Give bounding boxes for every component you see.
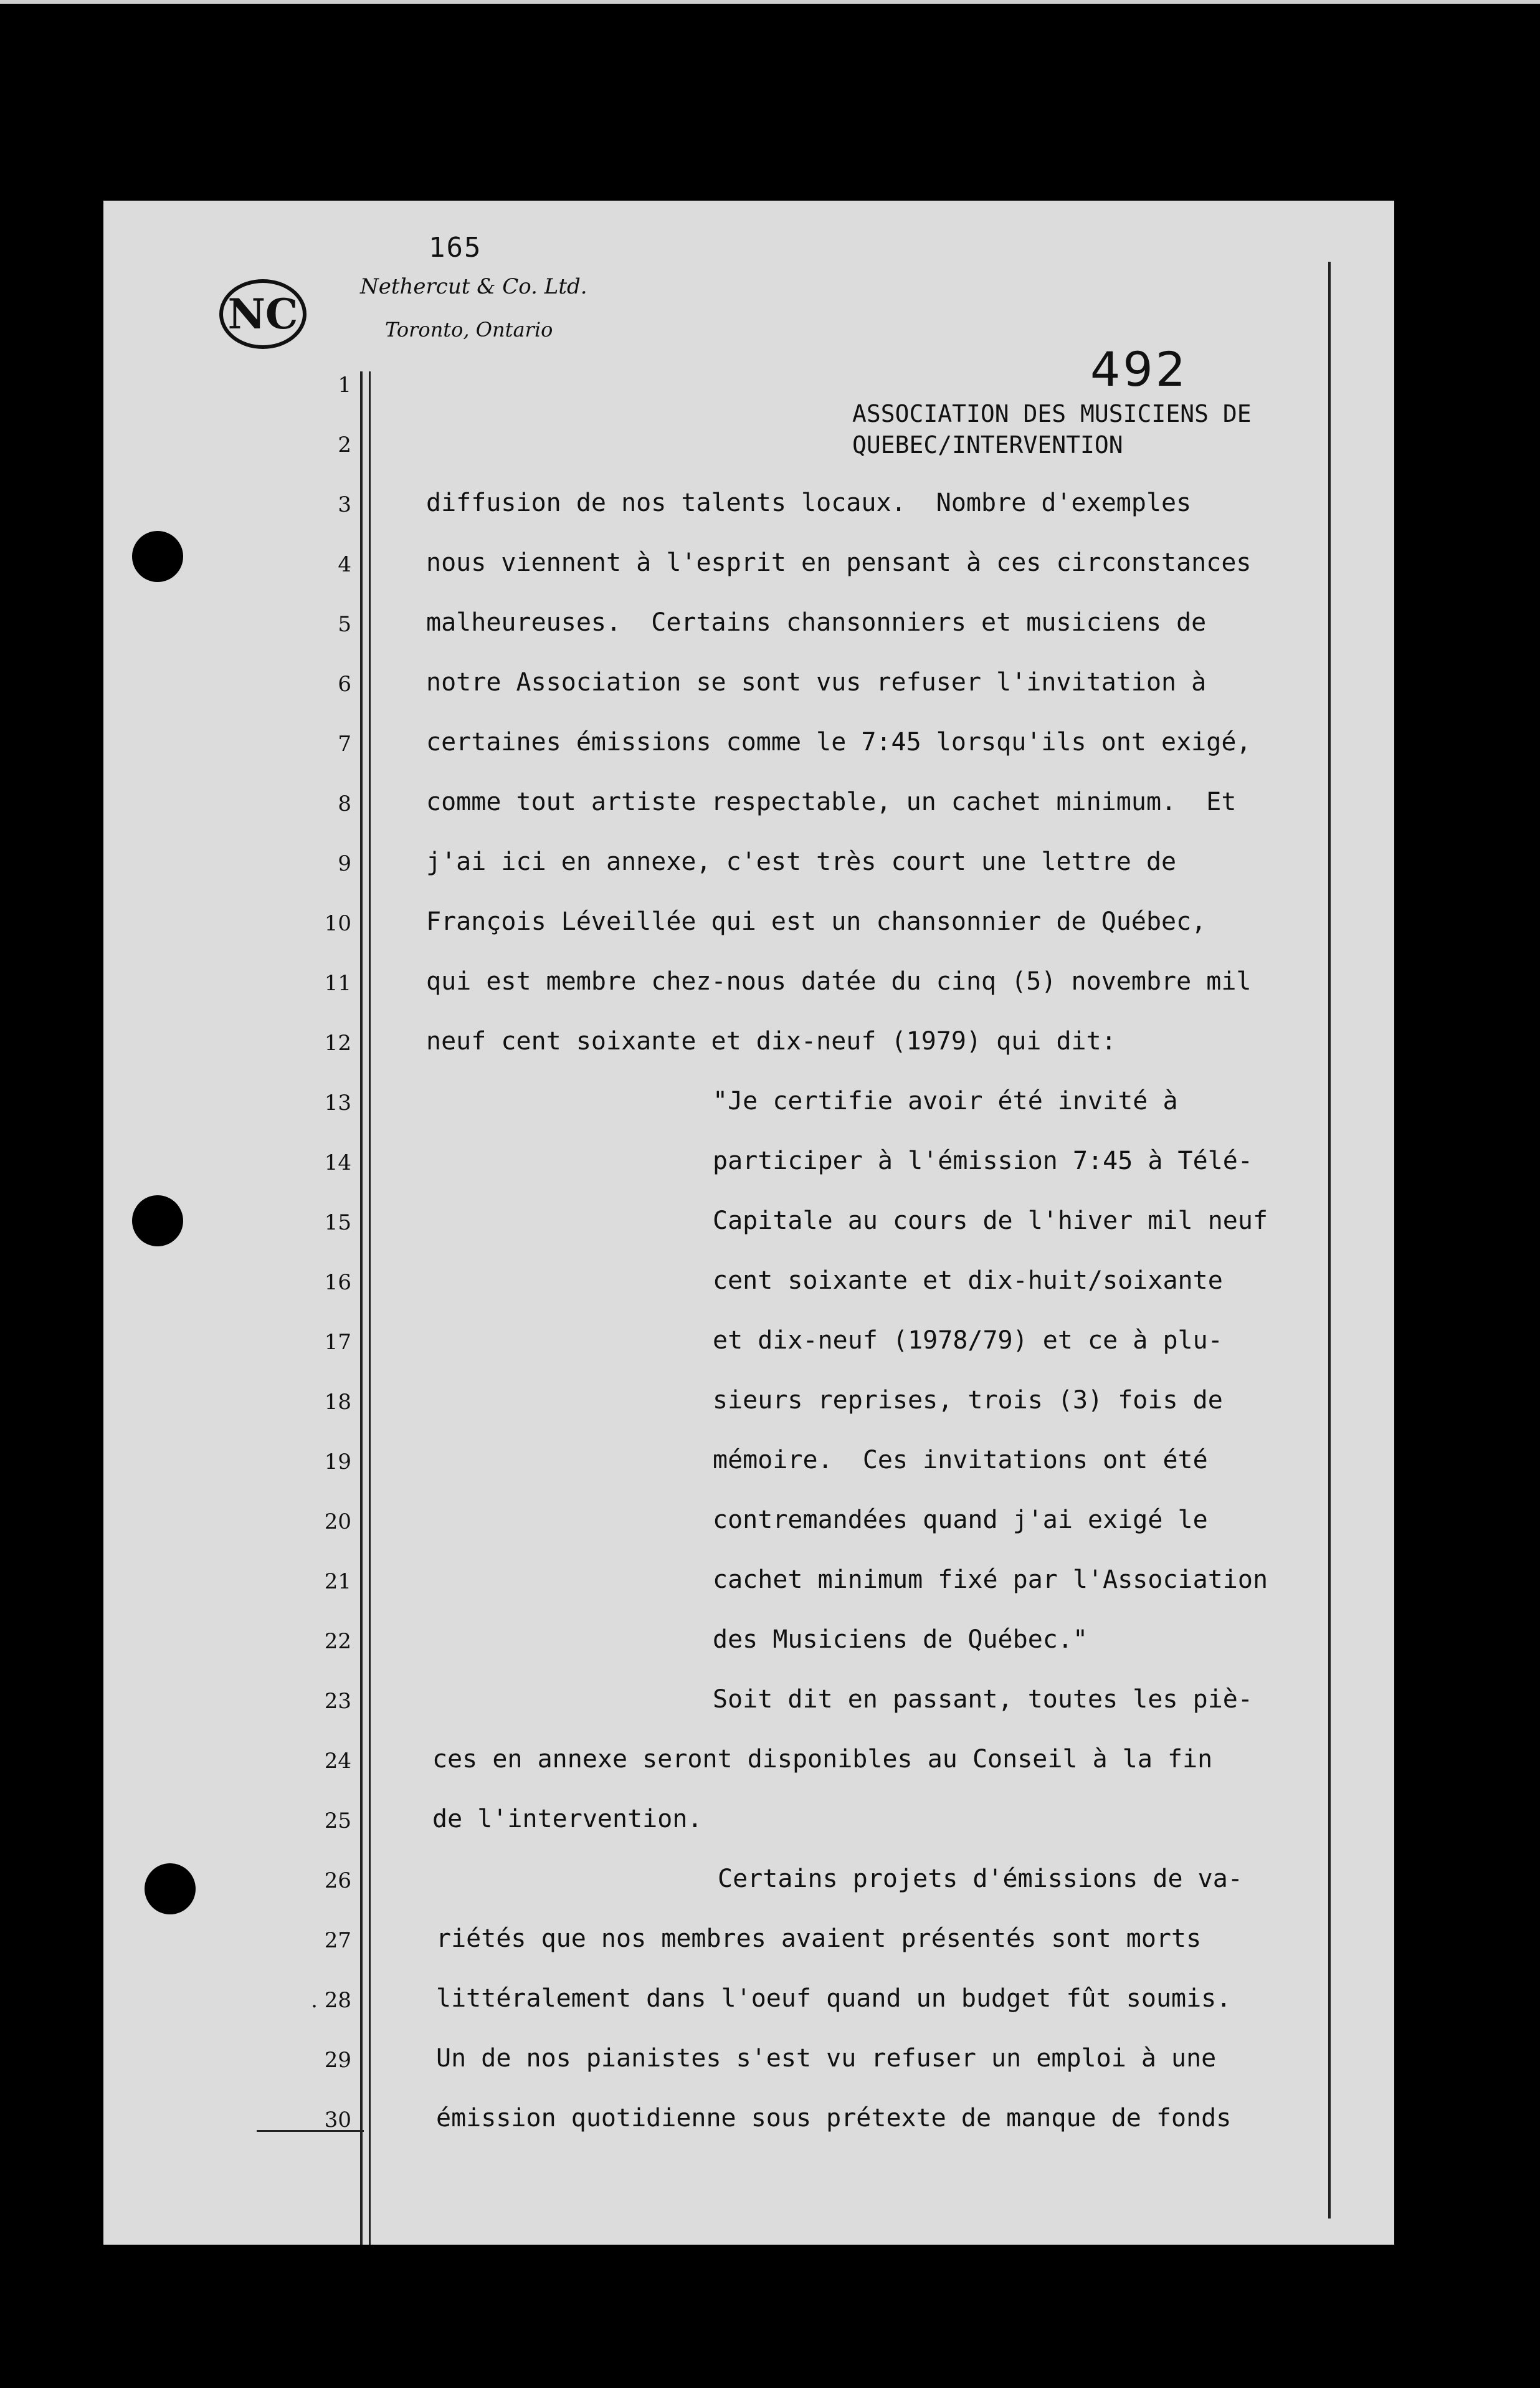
line-number: 20 [324,1509,351,1534]
quote-line: Capitale au cours de l'hiver mil neuf [713,1206,1268,1235]
line-number: 17 [324,1330,351,1355]
line-number: 27 [324,1928,351,1953]
text-line: certaines émissions comme le 7:45 lorsqu'ils ont exigé, [426,728,1252,757]
text-line: de l'intervention. [432,1805,703,1833]
left-margin-rule [360,371,363,2245]
line-number: 18 [324,1390,351,1415]
text-line: notre Association se sont vus refuser l'invitation à [426,668,1207,697]
text-line: qui est membre chez-nous datée du cinq (5) novembre mil [426,967,1252,996]
text-line: Soit dit en passant, toutes les piè- [713,1685,1253,1714]
right-margin-rule [1328,262,1331,2218]
text-line: riétés que nos membres avaient présentés sont morts [436,1924,1202,1953]
nc-logo-letters: NC [227,290,298,338]
line-number: 23 [324,1689,351,1714]
text-line: nous viennent à l'esprit en pensant à ces circonstances [426,548,1252,577]
scan-edge [0,0,1540,4]
text-line: ces en annexe seront disponibles au Conseil à la fin [432,1745,1213,1774]
line-number: 25 [324,1808,351,1833]
line-number: 1 [338,373,351,398]
line-number: 14 [324,1150,351,1175]
heading-line-2: QUEBEC/INTERVENTION [852,431,1123,459]
line-number: 24 [324,1749,351,1774]
binder-hole-middle [132,1195,183,1246]
text-line: François Léveillée qui est un chansonnier de Québec, [426,907,1207,936]
text-line: malheureuses. Certains chansonniers et musiciens de [426,608,1207,637]
binder-hole-bottom [145,1863,196,1914]
text-line: Un de nos pianistes s'est vu refuser un emploi à une [436,2044,1217,2073]
text-line: littéralement dans l'oeuf quand un budget fût soumis. [436,1984,1232,2013]
document-number: 492 [1090,341,1189,397]
quote-line: sieurs reprises, trois (3) fois de [713,1386,1223,1415]
line-number: 4 [338,552,351,577]
line-number: 30 [324,2108,351,2132]
line-number: . 28 [311,1988,351,2013]
heading-line-1: ASSOCIATION DES MUSICIENS DE [852,400,1252,427]
quote-line: "Je certifie avoir été invité à [713,1087,1178,1115]
text-line: j'ai ici en annexe, c'est très court une lettre de [426,848,1177,876]
line-number: 3 [338,492,351,517]
page-number-top: 165 [429,232,482,264]
line-number: 15 [324,1210,351,1235]
quote-line: contremandées quand j'ai exigé le [713,1506,1208,1534]
line-number: 7 [338,732,351,757]
line-number: 11 [324,971,351,996]
text-line: émission quotidienne sous prétexte de manque de fonds [436,2104,1232,2132]
line-number: 26 [324,1868,351,1893]
quote-line: mémoire. Ces invitations ont été [713,1446,1208,1474]
line-number: 5 [338,612,351,637]
line-number: 6 [338,672,351,697]
quote-line: cent soixante et dix-huit/soixante [713,1266,1223,1295]
binder-hole-top [132,531,183,582]
quote-line: cachet minimum fixé par l'Association [713,1565,1268,1594]
line-number: 2 [338,432,351,457]
text-line: neuf cent soixante et dix-neuf (1979) qui dit: [426,1027,1116,1056]
line-number: 13 [324,1091,351,1115]
quote-line: et dix-neuf (1978/79) et ce à plu- [713,1326,1223,1355]
nc-logo [219,279,307,349]
line-number: 22 [324,1629,351,1654]
left-margin-rule-inner [369,371,371,2245]
line-number: 12 [324,1031,351,1056]
line-number: 10 [324,911,351,936]
firm-location: Toronto, Ontario [385,318,553,341]
text-line: Certains projets d'émissions de va- [718,1865,1243,1893]
text-line: diffusion de nos talents locaux. Nombre d'exemples [426,489,1192,517]
text-line: comme tout artiste respectable, un cachet minimum. Et [426,788,1237,816]
line-number: 16 [324,1270,351,1295]
quote-line: des Musiciens de Québec." [713,1625,1088,1654]
line-number: 19 [324,1450,351,1474]
line-number: 29 [324,2048,351,2073]
quote-line: participer à l'émission 7:45 à Télé- [713,1147,1253,1175]
line-number: 9 [338,851,351,876]
firm-name: Nethercut & Co. Ltd. [360,274,587,299]
line-number: 8 [338,791,351,816]
line-number: 21 [324,1569,351,1594]
